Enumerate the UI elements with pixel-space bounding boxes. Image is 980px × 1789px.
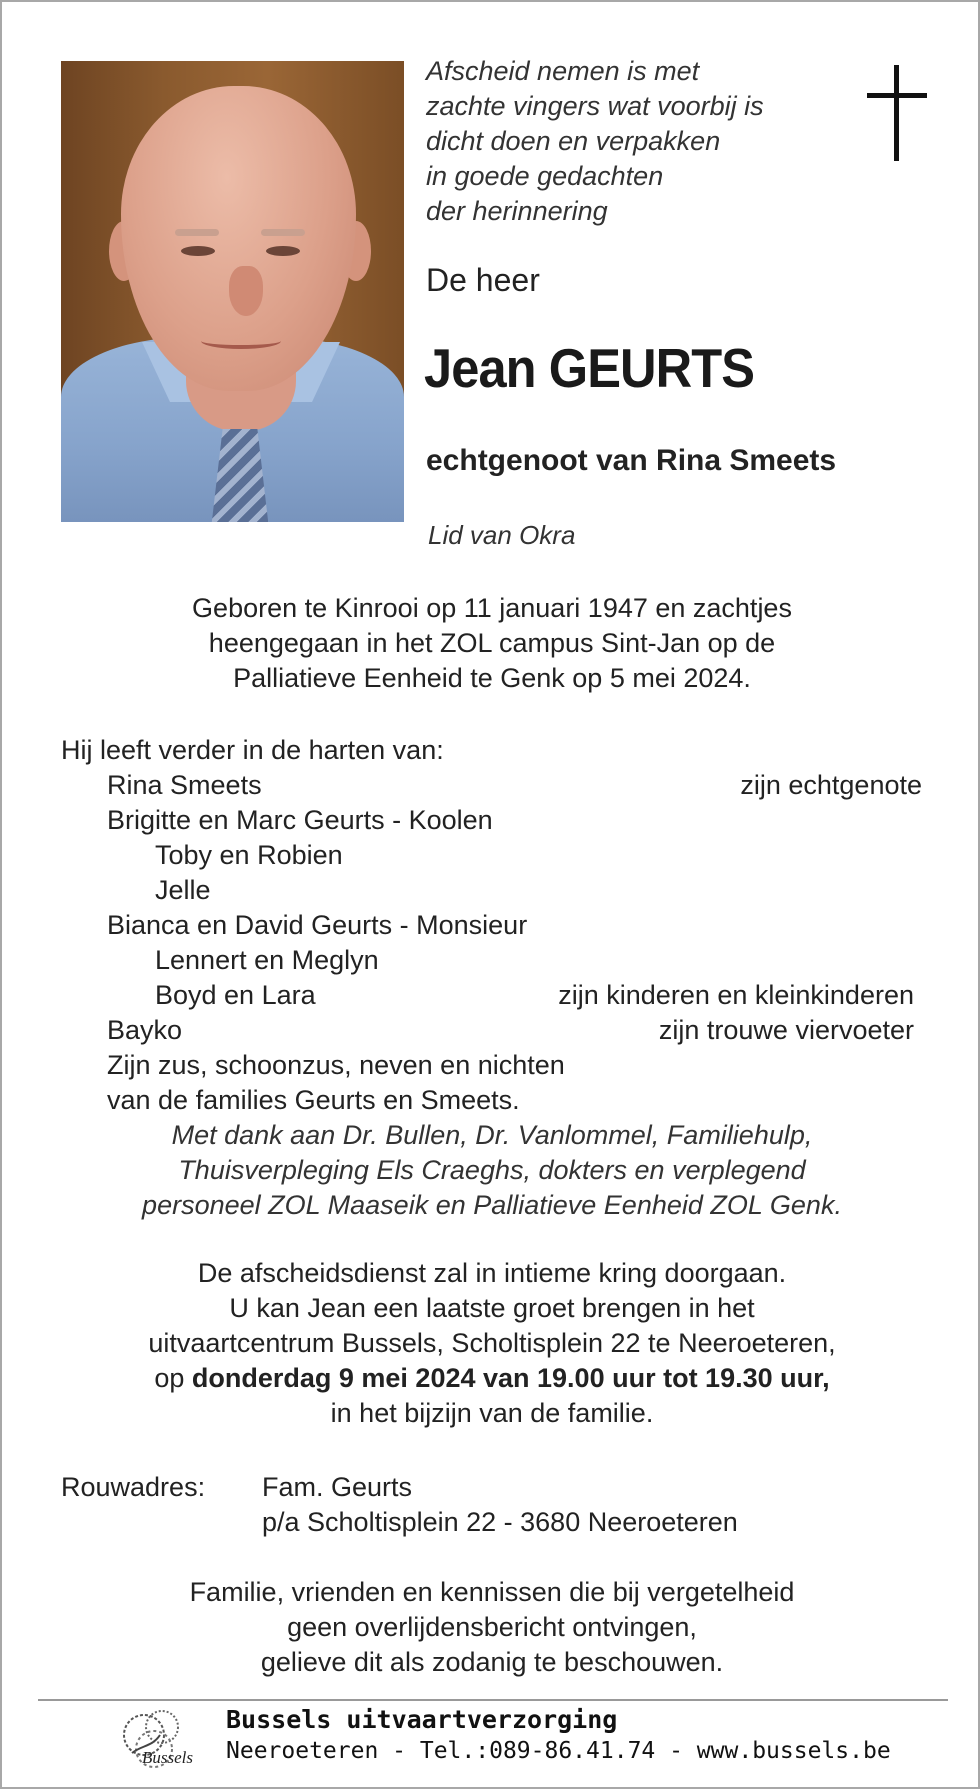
survivor-name: Jelle [155,875,211,905]
portrait-eye-right [266,246,300,256]
bussels-logo-icon [114,1705,214,1780]
portrait-brow-left [175,229,219,236]
deceased-name: Jean GEURTS [424,337,755,399]
notice-line: Familie, vrienden en kennissen die bij vergetelheid [189,1577,795,1607]
thanks-text [2,1118,980,1223]
portrait-photo [61,61,404,522]
poem-line: in goede gedachten [426,161,664,191]
survivor-role: zijn trouwe viervoeter [658,1015,914,1045]
portrait-eye-left [181,246,215,256]
spouse-line: echtgenoot van Rina Smeets [426,444,837,477]
address-line: Fam. Geurts [262,1472,413,1502]
survivor-name: van de families Geurts en Smeets. [107,1085,520,1115]
portrait-brow-right [261,229,305,236]
birth-death-line: Palliatieve Eenheid te Genk op 5 mei 2024. [233,663,751,693]
footer-divider [38,1699,948,1701]
survivor-name: Lennert en Meglyn [155,945,379,975]
survivor-name: Rina Smeets [107,770,262,800]
service-line: uitvaartcentrum Bussels, Scholtisplein 22 te Neeroeteren, [148,1328,836,1358]
birth-death-text [2,591,980,696]
survivor-name: Brigitte en Marc Geurts - Koolen [107,805,493,835]
service-text [2,1256,980,1431]
logo-text: Bussels [142,1748,193,1767]
birth-death-line: heengegaan in het ZOL campus Sint-Jan op de [208,628,776,658]
thanks-line: Met dank aan Dr. Bullen, Dr. Vanlommel, Familiehulp, [171,1120,813,1150]
service-date-prefix: op [154,1363,192,1393]
service-line-date [2,1361,980,1396]
poem [426,54,764,229]
notice-line: geen overlijdensbericht ontvingen, [287,1612,697,1642]
notice-line: gelieve dit als zodanig te beschouwen. [260,1647,724,1677]
portrait-nose [229,266,263,316]
service-line: in het bijzijn van de familie. [330,1398,654,1428]
survivor-name: Zijn zus, schoonzus, neven en nichten [107,1050,565,1080]
membership: Lid van Okra [428,520,576,550]
service-date: donderdag 9 mei 2024 van 19.00 uur tot 19.30 uur, [191,1363,830,1393]
service-line: U kan Jean een laatste groet brengen in het [229,1293,755,1323]
footer-contact: Neeroeteren - Tel.:089-86.41.74 - www.bussels.be [226,1738,891,1764]
survivor-name: Bianca en David Geurts - Monsieur [107,910,528,940]
thanks-line: Thuisverpleging Els Craeghs, dokters en verplegend [178,1155,806,1185]
survivor-name: Boyd en Lara [155,980,316,1010]
poem-line: dicht doen en verpakken [426,126,721,156]
survivor-name: Bayko [107,1015,183,1045]
service-line: De afscheidsdienst zal in intieme kring doorgaan. [197,1258,787,1288]
address-label: Rouwadres: [61,1472,206,1502]
survivors-intro: Hij leeft verder in de harten van: [61,735,444,765]
thanks-line: personeel ZOL Maaseik en Palliatieve Eenheid ZOL Genk. [142,1190,842,1220]
poem-line: Afscheid nemen is met [426,56,700,86]
portrait-mouth [201,333,281,349]
survivor-role: zijn echtgenote [740,770,922,800]
survivor-name: Toby en Robien [155,840,343,870]
footer-company: Bussels uitvaartverzorging [226,1705,618,1734]
notice-text [2,1575,980,1680]
salutation: De heer [426,262,540,298]
survivor-role: zijn kinderen en kleinkinderen [558,980,914,1010]
cross-icon [867,65,927,161]
address-line: p/a Scholtisplein 22 - 3680 Neeroeteren [262,1507,738,1537]
birth-death-line: Geboren te Kinrooi op 11 januari 1947 en zachtjes [192,593,792,623]
poem-line: zachte vingers wat voorbij is [426,91,764,121]
poem-line: der herinnering [426,196,608,226]
